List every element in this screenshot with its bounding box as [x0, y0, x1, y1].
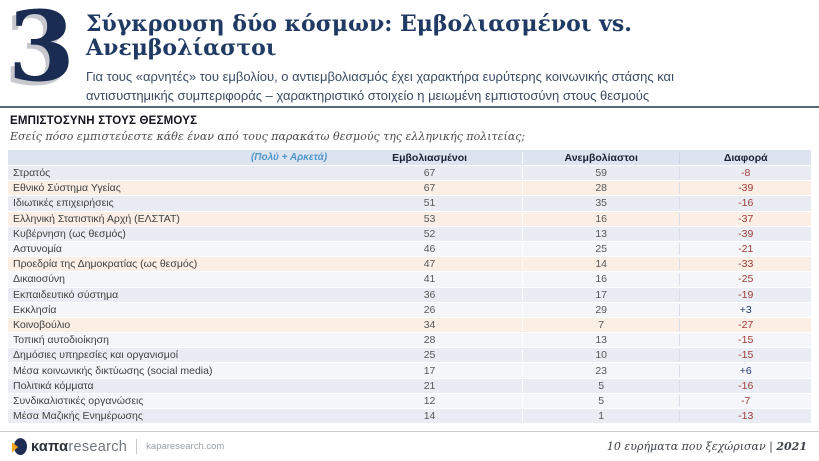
institution-label: Δικαιοσύνη	[13, 273, 66, 286]
unvaccinated-value: 5	[522, 380, 680, 392]
table-row	[8, 348, 811, 363]
institution-label: Πολιτικά κόμματα	[13, 379, 94, 392]
difference-value: -15	[679, 334, 811, 346]
vaccinated-value: 47	[423, 258, 436, 271]
difference-value: +6	[679, 365, 811, 377]
institution-label: Τοπική αυτοδιοίκηση	[13, 334, 109, 347]
institution-label: Κυβέρνηση (ως θεσμός)	[13, 227, 126, 240]
kapa-logo-icon	[12, 437, 27, 456]
unvaccinated-value: 29	[522, 304, 680, 316]
unvaccinated-value: 28	[522, 182, 680, 194]
institution-label: Μέσα κοινωνικής δικτύωσης (social media)	[13, 364, 213, 377]
institution-label: Κοινοβούλιο	[13, 318, 71, 331]
footer-year: 2021	[776, 440, 807, 453]
logo-text-light: research	[68, 438, 128, 455]
difference-value: -19	[679, 289, 811, 301]
vaccinated-value: 51	[423, 197, 436, 210]
difference-value: -13	[679, 410, 811, 422]
unvaccinated-value: 14	[522, 258, 680, 270]
institution-label: Μέσα Μαζικής Ενημέρωσης	[13, 410, 143, 423]
trust-table	[8, 150, 811, 424]
scale-note: (Πολύ + Αρκετά)	[250, 152, 328, 163]
difference-value: -21	[679, 243, 811, 255]
vaccinated-value: 52	[423, 227, 436, 240]
table-row	[8, 318, 811, 333]
unvaccinated-value: 5	[522, 395, 680, 407]
unvaccinated-value: 7	[522, 319, 680, 331]
logo-separator	[136, 439, 137, 454]
vaccinated-value: 46	[423, 243, 436, 256]
slide-content	[0, 115, 819, 440]
table-row	[8, 166, 811, 181]
vaccinated-value: 17	[423, 364, 436, 377]
vaccinated-value: 53	[423, 212, 436, 225]
difference-value: -39	[679, 228, 811, 240]
table-row	[8, 212, 811, 227]
vaccinated-value: 34	[423, 318, 436, 331]
difference-value: -16	[679, 197, 811, 209]
table-row	[8, 409, 811, 424]
institution-label: Δημόσιες υπηρεσίες και οργανισμοί	[13, 349, 179, 362]
difference-value: -16	[679, 380, 811, 392]
column-header-unvaccinated: Ανεμβολίαστοι	[522, 152, 680, 164]
table-row	[8, 196, 811, 211]
difference-value: -8	[679, 167, 811, 179]
vaccinated-value: 12	[423, 394, 436, 407]
unvaccinated-value: 16	[522, 273, 680, 285]
table-row	[8, 303, 811, 318]
column-header-difference: Διαφορά	[679, 152, 811, 164]
institution-label: Αστυνομία	[13, 243, 62, 256]
table-row	[8, 379, 811, 394]
difference-value: -25	[679, 273, 811, 285]
unvaccinated-value: 23	[522, 365, 680, 377]
table-row	[8, 363, 811, 378]
institution-label: Συνδικαλιστικές οργανώσεις	[13, 394, 144, 407]
table-row	[8, 181, 811, 196]
unvaccinated-value: 16	[522, 213, 680, 225]
slide-header	[0, 0, 819, 101]
institution-label: Εκπαιδευτικό σύστημα	[13, 288, 119, 301]
vaccinated-value: 67	[423, 167, 436, 180]
institution-label: Ιδιωτικές επιχειρήσεις	[13, 197, 114, 210]
unvaccinated-value: 17	[522, 289, 680, 301]
unvaccinated-value: 35	[522, 197, 680, 209]
survey-question: Εσείς πόσο εμπιστεύεστε κάθε έναν από τους παρακάτω θεσμούς της ελληνικής πολιτείας;	[10, 130, 526, 143]
difference-value: -33	[679, 258, 811, 270]
unvaccinated-value: 10	[522, 349, 680, 361]
logo-text-bold: καπα	[31, 438, 69, 455]
table-row	[8, 288, 811, 303]
vaccinated-value: 28	[423, 334, 436, 347]
website-url: kaparesearch.com	[146, 441, 225, 452]
difference-value: -39	[679, 182, 811, 194]
trust-table-body	[8, 166, 811, 424]
institution-label: Στρατός	[13, 167, 51, 180]
difference-value: +3	[679, 304, 811, 316]
report-title-footer	[607, 440, 807, 453]
slide-number: 3	[8, 0, 75, 103]
page-title: Σύγκρουση δύο κόσμων: Εμβολιασμένοι vs. Ανεμβολίαστοι	[86, 11, 632, 62]
unvaccinated-value: 1	[522, 410, 680, 422]
vaccinated-value: 26	[423, 303, 436, 316]
vaccinated-value: 21	[423, 379, 436, 392]
vaccinated-value: 14	[423, 410, 436, 423]
difference-value: -27	[679, 319, 811, 331]
vaccinated-value: 41	[423, 273, 436, 286]
table-row	[8, 257, 811, 272]
difference-value: -7	[679, 395, 811, 407]
table-row	[8, 272, 811, 287]
unvaccinated-value: 13	[522, 228, 680, 240]
kapa-research-logo	[12, 437, 224, 456]
difference-value: -15	[679, 349, 811, 361]
institution-label: Προεδρία της Δημοκρατίας (ως θεσμός)	[13, 258, 198, 271]
trust-table-header	[8, 150, 811, 166]
vaccinated-value: 25	[423, 349, 436, 362]
institution-label: Εθνικό Σύστημα Υγείας	[13, 182, 121, 195]
table-row	[8, 242, 811, 257]
table-row	[8, 394, 811, 409]
table-row	[8, 333, 811, 348]
page-subtitle: Για τους «αρνητές» του εμβολίου, ο αντιεμβολιασμός έχει χαρακτήρα ευρύτερης κοινωνικής στάσης και αντισυστημικής συμπεριφοράς – χαρακτηριστικό στοιχείο η μειωμένη εμπιστοσύνη στους θεσμούς	[86, 69, 674, 103]
header-divider	[0, 106, 819, 108]
vaccinated-value: 67	[423, 182, 436, 195]
unvaccinated-value: 13	[522, 334, 680, 346]
column-header-vaccinated: Εμβολιασμένοι	[392, 151, 468, 164]
header-label-cell	[8, 152, 337, 163]
header-text	[86, 4, 809, 105]
difference-value: -37	[679, 213, 811, 225]
section-title: ΕΜΠΙΣΤΟΣΥΝΗ ΣΤΟΥΣ ΘΕΣΜΟΥΣ	[10, 115, 198, 127]
vaccinated-value: 36	[423, 288, 436, 301]
unvaccinated-value: 25	[522, 243, 680, 255]
institution-label: Εκκλησία	[13, 303, 57, 316]
footer-findings-text: 10 ευρήματα που ξεχώρισαν |	[606, 440, 777, 453]
institution-label: Ελληνική Στατιστική Αρχή (ΕΛΣΤΑΤ)	[13, 212, 180, 225]
table-row	[8, 227, 811, 242]
slide-footer	[0, 431, 819, 461]
unvaccinated-value: 59	[522, 167, 680, 179]
